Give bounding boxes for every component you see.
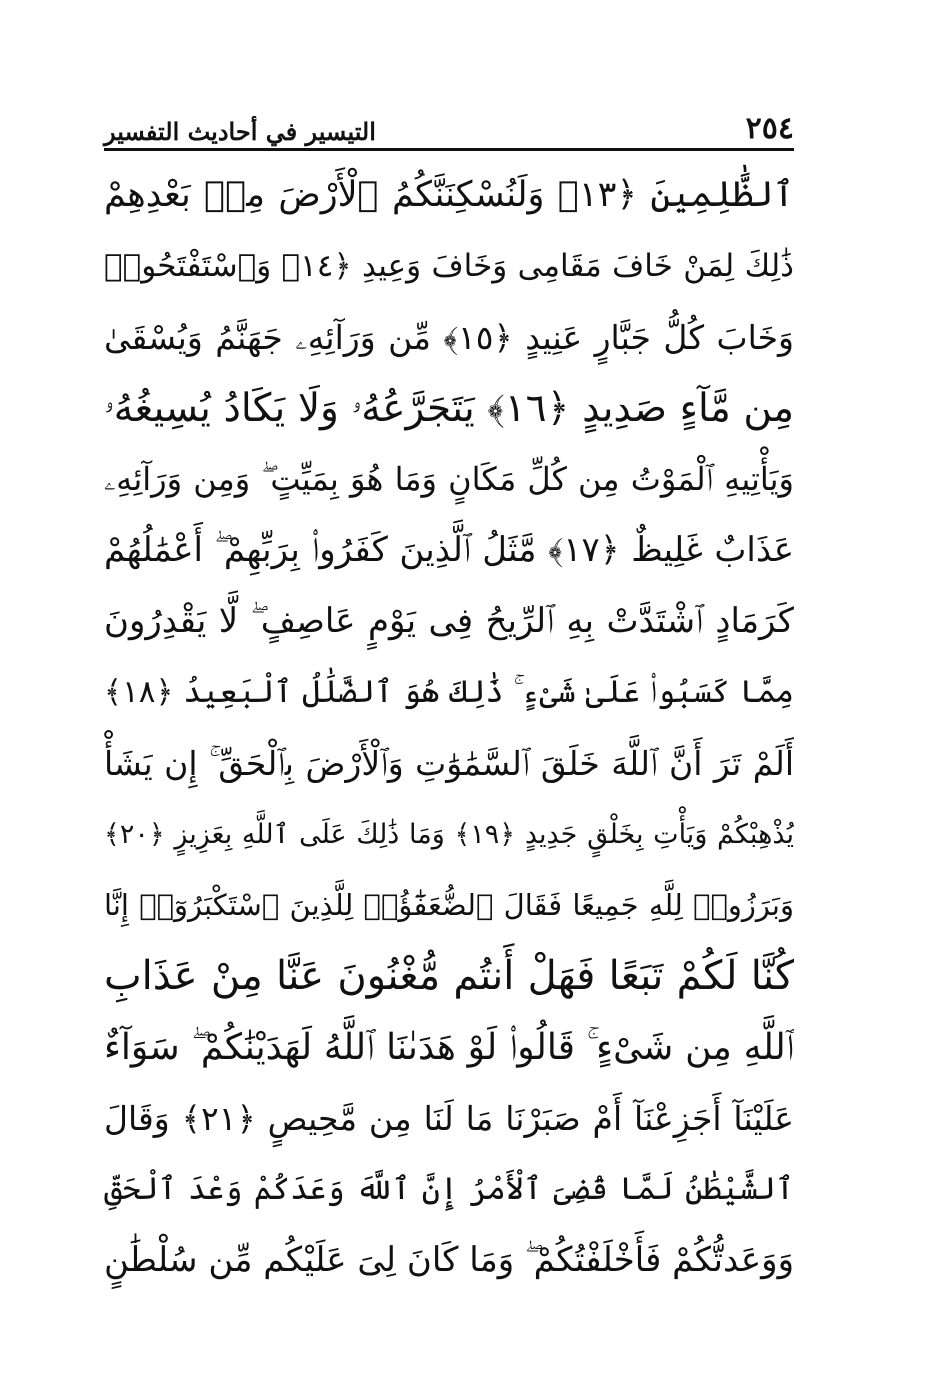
- verse-line-2: ذَٰلِكَ لِمَنْ خَافَ مَقَامِى وَخَافَ وَعِيدِ ﴿١٤﴾ وَٱسْتَفْتَحُوا۟: [104, 248, 794, 284]
- verse-line-16: وَوَعَدتُّكُمْ فَأَخْلَفْتُكُمْ ۖ وَمَا كَانَ لِىَ عَلَيْكُم مِّن سُلْطَٰنٍ: [104, 1240, 794, 1280]
- verse-line-14: عَلَيْنَآ أَجَزِعْنَآ أَمْ صَبَرْنَا مَا لَنَا مِن مَّحِيصٍ ﴿٢١﴾ وَقَالَ: [104, 1099, 794, 1138]
- verse-line-11: وَبَرَزُوا۟ لِلَّهِ جَمِيعًا فَقَالَ ٱلضُّعَفَٰٓؤُا۟ لِلَّذِينَ ٱسْتَكْبَرُوٓا۟ إِنَّا: [104, 888, 794, 922]
- verse-line-3: وَخَابَ كُلُّ جَبَّارٍ عَنِيدٍ ﴿١٥﴾ مِّن وَرَآئِهِۦ جَهَنَّمُ وَيُسْقَىٰ: [104, 318, 794, 357]
- verse-line-8: مِمَّا كَسَبُوا۟ عَلَىٰ شَىْءٍ ۚ ذَٰلِكَ هُوَ ٱلضَّلَٰلُ ٱلْبَعِيدُ ﴿١٨﴾: [104, 674, 794, 710]
- verse-line-15: ٱلشَّيْطَٰنُ لَمَّا قُضِىَ ٱلْأَمْرُ إِنَّ ٱللَّهَ وَعَدَكُمْ وَعْدَ ٱلْحَقِّ: [104, 1171, 794, 1207]
- verse-line-9: أَلَمْ تَرَ أَنَّ ٱللَّهَ خَلَقَ ٱلسَّمَٰوَٰتِ وَٱلْأَرْضَ بِٱلْحَقِّ ۚ إِن يَشَأْ: [104, 744, 794, 783]
- verse-line-5: وَيَأْتِيهِ ٱلْمَوْتُ مِن كُلِّ مَكَانٍ وَمَا هُوَ بِمَيِّتٍ ۖ وَمِن وَرَآئِهِۦ: [104, 460, 794, 498]
- verse-line-12: كُنَّا لَكُمْ تَبَعًا فَهَلْ أَنتُم مُّغْنُونَ عَنَّا مِنْ عَذَابِ: [104, 953, 794, 999]
- verse-line-7: كَرَمَادٍ ٱشْتَدَّتْ بِهِ ٱلرِّيحُ فِى يَوْمٍ عَاصِفٍ ۖ لَّا يَقْدِرُونَ: [104, 601, 794, 641]
- verse-line-4: مِن مَّآءٍ صَدِيدٍ ﴿١٦﴾ يَتَجَرَّعُهُۥ وَلَا يَكَادُ يُسِيغُهُۥ: [104, 386, 794, 431]
- verses-block: [104, 160, 794, 1300]
- verse-line-13: ٱللَّهِ مِن شَىْءٍ ۚ قَالُوا۟ لَوْ هَدَىٰنَا ٱللَّهُ لَهَدَيْنَٰكُمْ ۖ سَوَآءٌ: [104, 1027, 794, 1068]
- book-title: التيسير في أحاديث التفسير: [104, 117, 376, 146]
- verse-line-1: ٱلظَّٰلِمِينَ ﴿١٣﴾ وَلَنُسْكِنَنَّكُمُ ٱلْأَرْضَ مِنۢ بَعْدِهِمْ: [104, 175, 794, 215]
- page-number: ٢٥٤: [745, 111, 794, 146]
- verse-line-6: عَذَابٌ غَلِيظٌ ﴿١٧﴾ مَّثَلُ ٱلَّذِينَ كَفَرُوا۟ بِرَبِّهِمْ ۖ أَعْمَٰلُهُمْ: [104, 530, 794, 570]
- verse-line-10: يُذْهِبْكُمْ وَيَأْتِ بِخَلْقٍ جَدِيدٍ ﴿١٩﴾ وَمَا ذَٰلِكَ عَلَى ٱللَّهِ بِعَزِيزٍ ﴿٢٠﴾: [104, 819, 794, 850]
- running-header: [104, 96, 794, 151]
